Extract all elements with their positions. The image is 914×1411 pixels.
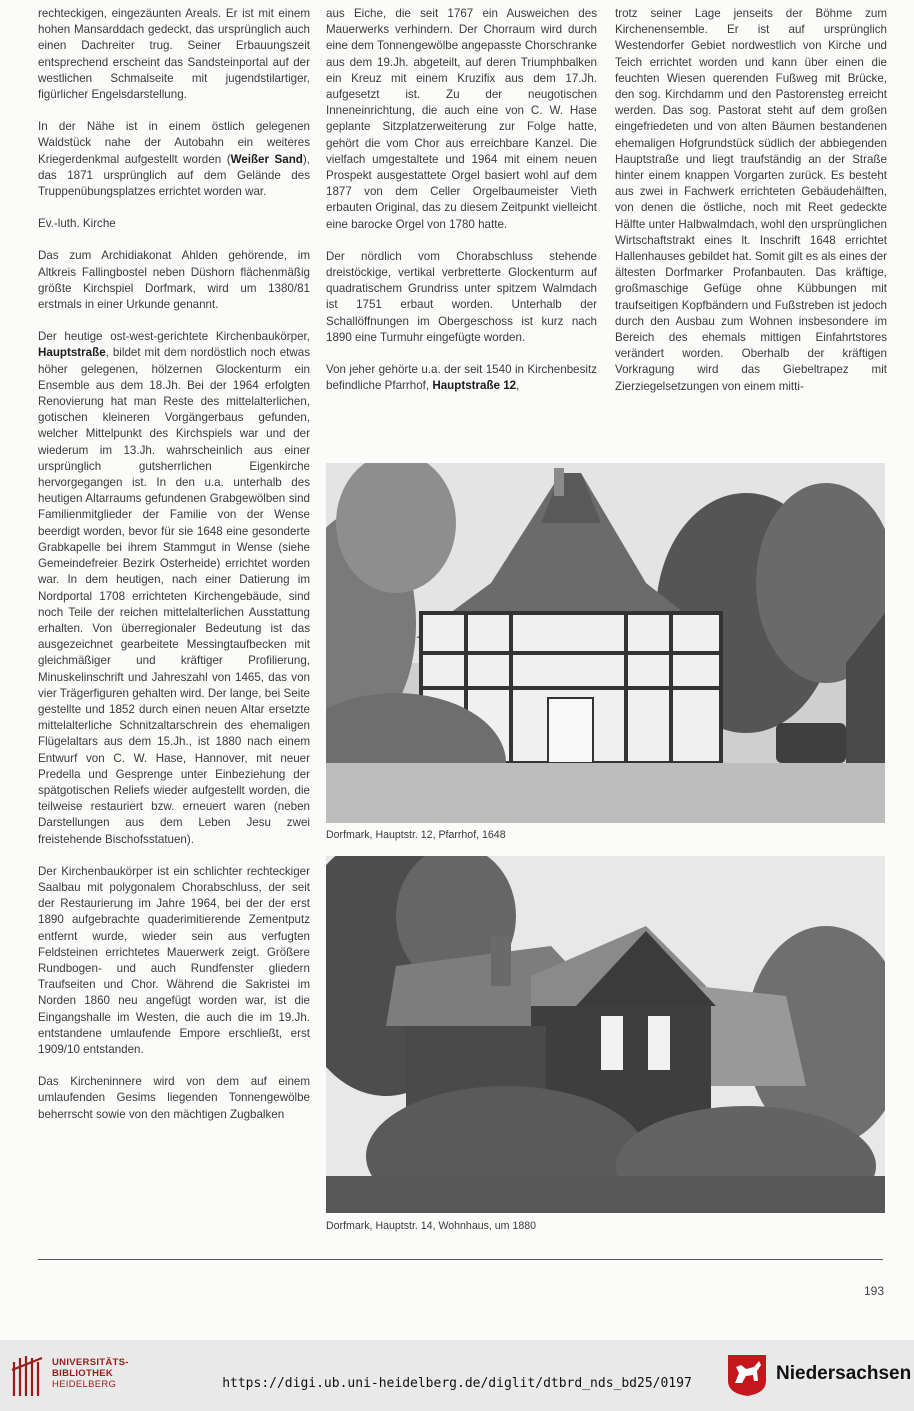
paragraph: rechteckigen, eingezäunten Areals. Er ist mit einem hohen Mansarddach gedeckt, das ursprünglich auch einen Dachreiter trug. Seiner Erbauungszeit entsprechend erscheint das Sandsteinportal auf der westlichen Schmalseite mit jugendstilartiger, figürlicher Engelsdarstellung. — [38, 7, 310, 102]
library-line: UNIVERSITÄTS- — [52, 1357, 129, 1368]
viewer-footer — [0, 1340, 914, 1411]
paragraph: Der nördlich vom Chorabschluss stehende dreistöckige, vertikal verbretterte Glockenturm auf quadratischem Grundriss unter spitzem Walmdach ist 1751 erbaut worden. Unterhalb der Schallöffnungen im Obergeschoss ist kurz nach 1890 eine Turmuhr eingefügte worden. — [326, 249, 597, 344]
text-column-3 — [615, 6, 887, 411]
section-heading: Ev.-luth. Kirche — [38, 217, 116, 231]
text-run: ), das 1871 ursprünglich auf dem Gelände des Truppenübungsplatzes errichtet worden war. — [38, 152, 310, 199]
photo-wohnhaus — [326, 856, 885, 1213]
place-name: Hauptstraße 12 — [432, 379, 517, 393]
figure-caption: Dorfmark, Hauptstr. 12, Pfarrhof, 1648 — [326, 829, 506, 841]
state-name[interactable]: Niedersachsen — [776, 1363, 912, 1384]
document-url[interactable]: https://digi.ub.uni-heidelberg.de/diglit/dtbrd_nds_bd25/0197 — [222, 1376, 692, 1391]
paragraph: Das Kircheninnere wird von dem auf einem umlaufenden Gesims liegenden Tonnengewölbe beherrscht sowie von den mächtigen Zugbalken — [38, 1075, 310, 1121]
horse-emblem-icon[interactable] — [726, 1353, 768, 1397]
text-column-1 — [38, 6, 310, 1139]
figure-caption: Dorfmark, Hauptstr. 14, Wohnhaus, um 1880 — [326, 1220, 537, 1232]
paragraph — [38, 119, 310, 200]
place-name: Hauptstraße — [38, 346, 106, 360]
library-line: HEIDELBERG — [52, 1379, 117, 1390]
library-line: BIBLIOTHEK — [52, 1368, 114, 1379]
paragraph: Der Kirchenbaukörper ist ein schlichter rechteckiger Saalbau mit polygonalem Chorabschluss, der seit der Restaurierung im Jahre 1964, bei der der erst 1890 aufgebrachte quaderimitierende Zementputz entfernt wurde, wieder sein aus verfugten Feldsteinen errichtetes Mauerwerk zeigt. Größere Rundbogen- und auch Rundfenster gliedern Traufseiten und Chor. Während die Sakristei im Norden 1860 neu angefügt worden war, ist die Eingangshalle im Westen, die auch die im 19.Jh. entstandene umlaufende Empore erschließt, erst 1909/10 entstanden. — [38, 864, 310, 1056]
footer-rule — [38, 1259, 883, 1260]
paragraph: trotz seiner Lage jenseits der Böhme zum Kirchenensemble. Er ist auf ursprünglich Westendorfer Gebiet nordwestlich von Kirche und Teich errichtet worden und kann über einen die feuchten Wiesen querenden Fußweg mit Brücke, den sog. Kirchdamm und den Pastorensteg erreicht werden. Das sog. Pastorat steht auf dem großen eingefriedeten und von alten Bäumen bestandenen ehemaligen Hofgrundstück südlich der abbiegenden Hauptstraße und liegt traufständig an der Straße hinter einem knappen Vorgarten zurück. Es besteht aus zwei in Fachwerk errichteten Gebäudehälften, von denen die östliche, noch mit Reet gedeckte Hälfte unter Halbwalmdach, wohl den ursprünglichen Wirtschaftstrakt eines lt. Inschrift 1648 errichtet Hallenhauses gebildet hat. Somit gilt es als eines der ältesten Dorfmarker Profanbauten. Das kräftige, großmaschige Gefüge ohne Kübbungen mit traufseitigen Kopfbändern und Fußstreben ist jedoch durch den Ausbau zum Wohnen insbesondere im Bereich des ehemals mittigen Einfahrtstores verändert worden. Oberhalb der kräftigen Vorkragung wird das Giebeltrapez mit Zierziegelsetzungen von einem mitti- — [615, 7, 887, 393]
place-name: Weißer Sand — [230, 152, 303, 166]
text-column-2 — [326, 6, 597, 410]
paragraph: Das zum Archidiakonat Ahlden gehörende, im Altkreis Fallingbostel neben Düshorn flächenmäßig größte Kirchspiel Dorfmark, wird um 1380/81 erstmals in einer Urkunde genannt. — [38, 249, 310, 312]
page-number: 193 — [863, 1284, 884, 1298]
paragraph: aus Eiche, die seit 1767 ein Ausweichen des Mauerwerks verhindern. Der Chorraum wird durch eine dem Tonnengewölbe angepasste Chorschranke aus dem 19.Jh. abgeteilt, auf deren Triumphbalken ein Kreuz mit einem Kruzifix aus dem 17.Jh. aufgesetzt ist. Zu der neugotischen Inneneinrichtung, die auch eine von C. W. Hase geplante Sitzplatzerweiterung zur Folge hatte, gehört die vom Chor aus erreichbare Kanzel. Die vielfach umgestaltete und 1964 mit einem neuen Prospekt ausgestattete Orgel basiert wohl auf dem 1877 von dem Celler Orgelbaumeister Vieth erbauten Original, das zu diesem Zeitpunkt vielleicht eine barocke Orgel von 1780 hatte. — [326, 7, 597, 231]
text-run: , bildet mit dem nordöstlich noch etwas höher gelegenen, hölzernen Glockenturm ein Ensemble aus dem 18.Jh. Bei der 1964 erfolgten Renovierung hat man Reste des mittelalterlichen, gotischen kleineren Vorgängerbaus gefunden, welcher Mittelpunkt des Kirchspiels war und der wiederum im 13.Jh. wahrscheinlich aus einer ursprünglich gutsherrlichen Eigenkirche hervorgegangen ist. In den u.a. unterhalb des heutigen Altarraums gefundenen Grabgewölben sind Familienmitglieder der Familie von der Wense beerdigt worden, bevor für sie 1648 eine gesonderte Grabkapelle bei ihrem Stammgut in Wense (siehe Gemeindefreier Bezirk Osterheide) errichtet worden war. In dem heutigen, nach einer Datierung im Nordportal 1708 errichteten Kirchengebäude, sind noch Teile der reichen mittelalterlichen Ausstattung erhalten. Von überregionaler Bedeutung ist das ausgezeichnet gearbeitete Messingtaufbecken mit gleichmäßiger und kräftiger Profilierung, Minuskelinschrift und Jahreszahl von 1465, das von vier Trägerfiguren gehalten wird. Der lange, bei Seite gestellte und 1852 durch einen neuen Altar ersetzte mittelalterliche Schnitzaltarschrein des ehemaligen Flügelaltars aus dem 15.Jh., ist 1880 nach einem Entwurf von C. W. Hase, Hannover, mit neuer Predella und Gesprenge unter Einbeziehung der spätgotischen Reliefs wieder aufgestellt worden, die teilweise restauriert bzw. erneuert waren (neben Darstellungen aus dem Leben Jesu zwei freistehende Bischofsstatuen). — [38, 346, 310, 846]
paragraph — [326, 362, 597, 394]
text-run: Von jeher gehörte u.a. der seit 1540 in Kirchenbesitz befindliche Pfarrhof, — [326, 363, 597, 393]
university-library-logo-icon[interactable] — [10, 1352, 46, 1398]
text-run: In der Nähe ist in einem östlich gelegenen Waldstück nahe der Autobahn ein weiteres Kriegerdenkmal aufgestellt worden ( — [38, 120, 310, 166]
text-run: Der heutige ost-west-gerichtete Kirchenbaukörper, — [38, 330, 310, 344]
paragraph — [38, 329, 310, 848]
photo-pfarrhof — [326, 463, 885, 823]
text-run: , — [516, 379, 520, 393]
